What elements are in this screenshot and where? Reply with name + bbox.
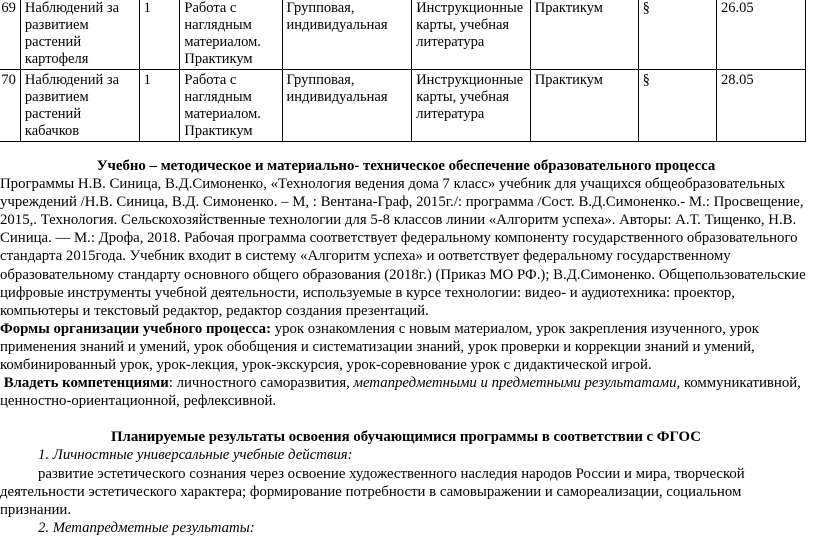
lesson-control: Практикум [530,70,638,142]
forms-label: Формы организации учебного процесса: [0,320,272,337]
lesson-number: 69 [0,0,20,70]
personal-results-heading: 1. Личностные универсальные учебные действия: [38,447,353,464]
spacer [0,410,812,428]
lesson-plan-table [0,0,806,142]
lesson-hours: 1 [139,0,180,70]
results-heading: Планируемые результаты освоения обучающимися программы в соответствии с ФГОС [111,429,701,446]
lesson-topic: Наблюдений за развитием растений кабачков [20,70,139,142]
competencies-italic: метапредметными и предметными результатами, [353,375,681,392]
competencies-label: Владеть компетенциями [3,375,169,392]
lesson-date: 28.05 [716,70,805,142]
document-body [0,157,812,537]
meta-results-heading: 2. Метапредметные результаты: [38,519,255,536]
lesson-materials: Инструкционные карты, учебная литература [412,0,531,70]
lesson-hours: 1 [139,70,180,142]
competencies-paragraph [0,374,812,410]
forms-text: урок ознакомления с новым материалом, урок закрепления изученного, урок применения знаний и умений, урок обобщения и систематизации знаний, урок проверки и коррекции знаний и умений, комбинированный урок, урок-лекция, урок-экскурсия, урок-соревнование урок с дидактической игрой. [0,320,759,374]
lesson-materials: Инструкционные карты, учебная литература [412,70,531,142]
competencies-text-end: коммуникативной, ценностно-ориентационной, рефлексивной. [0,375,801,410]
table-row [0,70,806,142]
support-heading: Учебно – методическое и материально- техническое обеспечение образовательного процесса [96,158,716,174]
forms-paragraph [0,320,812,374]
personal-results-text: развитие эстетического сознания через освоение художественного наследия народов России и мира, творческой деятельности эстетического характера; формирование потребности в самовыражении и самореализации, социальном признании. [0,465,745,518]
competencies-text: : личностного саморазвития, [168,375,354,392]
lesson-paragraph: § [638,0,716,70]
lesson-topic: Наблюдений за развитием растений картофеля [20,0,139,70]
lesson-number: 70 [0,70,20,142]
lesson-paragraph: § [638,70,716,142]
lesson-form: Групповая, индивидуальная [282,70,412,142]
lesson-control: Практикум [530,0,638,70]
lesson-date: 26.05 [716,0,805,70]
lesson-activity: Работа с наглядным материалом. Практикум [180,70,282,142]
lesson-form: Групповая, индивидуальная [282,0,412,70]
support-paragraph: Программы Н.В. Синица, В.Д.Симоненко, «Технология ведения дома 7 класс» учебник для учащихся общеобразовательных учреждений /Н.В. Синица, В.Д. Симоненко. – М, : Вентана-Граф, 2015г./: программа /Сост. В.Д.Симоненко.- М.: Просвещение, 2015,. Технология. Сельскохозяйственные технологии для 5-8 классов линии «Алгоритм успеха». Авторы: А.Т. Тищенко, Н.В. Синица. — М.: Дрофа, 2018. Рабочая программа соответствует федеральному компоненту государственного образовательного стандарта 2015года. Учебник входит в систему «Алгоритм успеха» и оответствует федеральному государственному образовательному стандарту основного общего образования (2018г.) (Приказ МО РФ.); В.Д.Симоненко. Общепользовательские цифровые инструменты учебной деятельности, используемые в курсе технологии: видео- и аудиотехника: проектор, компьютеры и текстовый редактор, редактор создания презентаций. [0,176,806,319]
table-row [0,0,806,70]
lesson-activity: Работа с наглядным материалом. Практикум [180,0,282,70]
